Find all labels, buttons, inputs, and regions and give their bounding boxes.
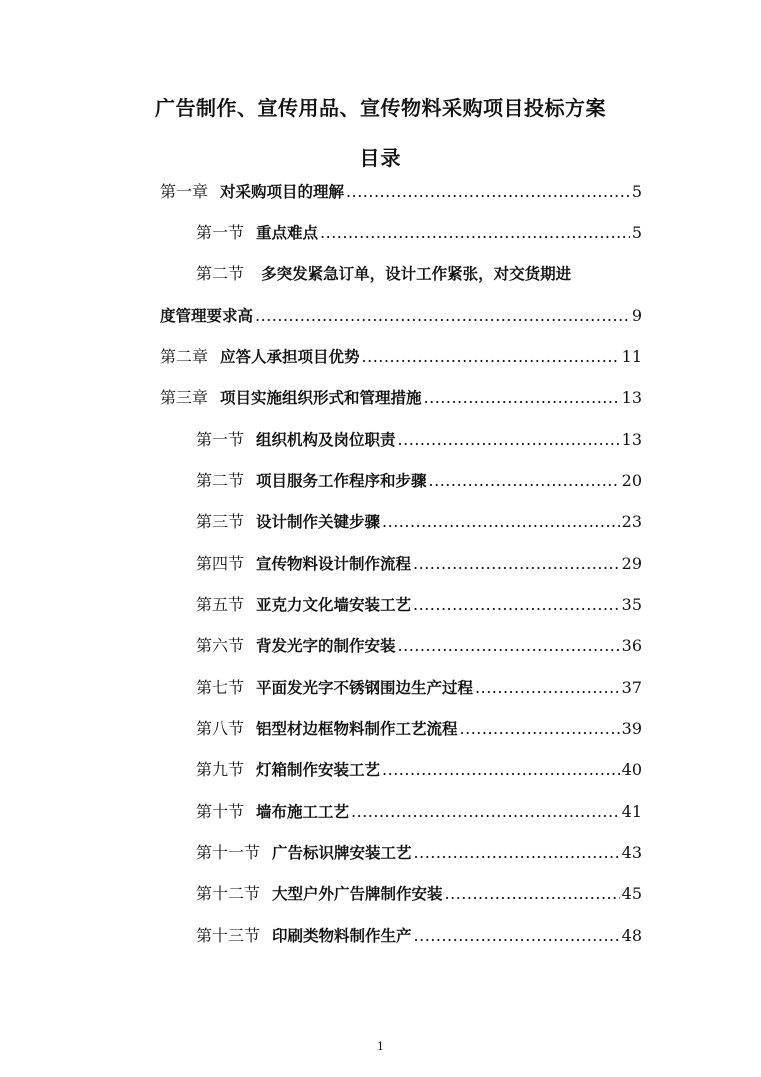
toc-entry-title-line1: 多突发紧急订单，设计工作紧张，对交货期进 [261, 265, 572, 283]
toc-entry-number: 第二节 [196, 264, 245, 283]
dot-leader [351, 802, 620, 822]
toc-entry-title-line2: 度管理要求高 [160, 307, 254, 325]
toc-entry-section-3-6[interactable] [196, 636, 642, 656]
toc-entry-section-3-9[interactable] [196, 760, 642, 780]
dot-leader [424, 388, 620, 408]
toc-entry-page: 40 [621, 760, 642, 779]
toc-entry-title: 宣传物料设计制作流程 [256, 555, 412, 573]
toc-entry-title: 灯箱制作安装工艺 [256, 761, 381, 779]
toc-entry-number: 第九节 [196, 760, 245, 779]
toc-entry-title: 大型户外广告牌制作安装 [272, 885, 443, 903]
dot-leader [382, 760, 620, 780]
toc-entry-page: 29 [621, 554, 642, 573]
toc-entry-page: 11 [621, 347, 642, 366]
toc-entry-page: 9 [631, 306, 642, 325]
toc-entry-number: 第二节 [196, 471, 245, 490]
toc-entry-title: 应答人承担项目优势 [220, 348, 360, 366]
toc-entry-page: 37 [621, 678, 642, 697]
toc-entry-section-1-1[interactable] [196, 223, 642, 243]
toc-entry-page: 45 [621, 884, 642, 903]
toc-entry-chapter-1[interactable] [160, 182, 642, 202]
toc-entry-section-3-11[interactable] [196, 843, 642, 863]
toc-entry-number: 第十节 [196, 802, 245, 821]
dot-leader [413, 595, 620, 615]
toc-entry-chapter-3[interactable] [160, 388, 642, 408]
dot-leader [362, 347, 620, 367]
toc-entry-page: 43 [621, 843, 642, 862]
toc-entry-page: 41 [621, 802, 642, 821]
dot-leader [460, 719, 620, 739]
toc-entry-title: 亚克力文化墙安装工艺 [256, 596, 412, 614]
toc-entry-page: 23 [621, 512, 642, 531]
toc-entry-title: 项目服务工作程序和步骤 [256, 472, 427, 490]
dot-leader [413, 554, 620, 574]
dot-leader [346, 182, 630, 202]
dot-leader [429, 471, 620, 491]
toc-entry-title: 铝型材边框物料制作工艺流程 [256, 720, 458, 738]
dot-leader [398, 636, 620, 656]
toc-entry-section-3-5[interactable] [196, 595, 642, 615]
toc-entry-title: 对采购项目的理解 [220, 183, 345, 201]
toc-entry-page: 39 [621, 719, 642, 738]
toc-entry-number: 第十三节 [196, 926, 261, 945]
toc-entry-page: 13 [621, 388, 642, 407]
toc-entry-number: 第六节 [196, 636, 245, 655]
toc-entry-title: 平面发光字不锈钢围边生产过程 [256, 679, 474, 697]
page-number: 1 [377, 1040, 384, 1053]
dot-leader [382, 512, 620, 532]
toc-entry-number: 第一节 [196, 223, 245, 242]
toc-entry-page: 5 [631, 182, 642, 201]
toc-entry-title: 印刷类物料制作生产 [272, 927, 412, 945]
toc-entry-page: 13 [621, 430, 642, 449]
toc-heading: 目录 [359, 146, 402, 170]
toc-entry-number: 第一章 [160, 182, 209, 201]
toc-entry-number: 第五节 [196, 595, 245, 614]
toc-entry-section-3-2[interactable] [196, 471, 642, 491]
toc-entry-title: 背发光字的制作安装 [256, 637, 396, 655]
dot-leader [475, 678, 620, 698]
toc-entry-section-3-10[interactable] [196, 802, 642, 822]
toc-entry-page: 5 [631, 223, 642, 242]
toc-entry-section-1-2-line1[interactable] [196, 264, 646, 284]
toc-entry-number: 第三节 [196, 512, 245, 531]
dot-leader [414, 926, 620, 946]
toc-entry-section-3-3[interactable] [196, 512, 642, 532]
dot-leader [398, 430, 620, 450]
toc-entry-page: 20 [621, 471, 642, 490]
toc-entry-page: 48 [621, 926, 642, 945]
dot-leader [320, 223, 630, 243]
toc-entry-chapter-2[interactable] [160, 347, 642, 367]
toc-entry-title: 墙布施工工艺 [256, 803, 350, 821]
toc-entry-section-3-7[interactable] [196, 678, 642, 698]
toc-entry-number: 第四节 [196, 554, 245, 573]
document-title: 广告制作、宣传用品、宣传物料采购项目投标方案 [155, 96, 606, 120]
toc-entry-title: 设计制作关键步骤 [256, 513, 381, 531]
toc-entry-number: 第一节 [196, 430, 245, 449]
toc-entry-title: 重点难点 [256, 224, 319, 242]
toc-entry-number: 第十二节 [196, 884, 261, 903]
toc-entry-number: 第十一节 [196, 843, 261, 862]
dot-leader [255, 306, 630, 326]
toc-entry-page: 36 [621, 636, 642, 655]
toc-entry-section-3-8[interactable] [196, 719, 642, 739]
toc-entry-section-3-12[interactable] [196, 884, 642, 904]
toc-entry-title: 项目实施组织形式和管理措施 [220, 389, 422, 407]
toc-entry-page: 35 [621, 595, 642, 614]
toc-entry-number: 第八节 [196, 719, 245, 738]
toc-entry-title: 广告标识牌安装工艺 [272, 844, 412, 862]
dot-leader [445, 884, 620, 904]
toc-entry-title: 组织机构及岗位职责 [256, 431, 396, 449]
toc-entry-section-3-1[interactable] [196, 430, 642, 450]
toc-entry-number: 第七节 [196, 678, 245, 697]
toc-entry-number: 第二章 [160, 347, 209, 366]
toc-entry-number: 第三章 [160, 388, 209, 407]
dot-leader [414, 843, 620, 863]
toc-entry-section-3-13[interactable] [196, 926, 642, 946]
toc-entry-section-3-4[interactable] [196, 554, 642, 574]
toc-entry-section-1-2-line2[interactable] [160, 306, 642, 326]
